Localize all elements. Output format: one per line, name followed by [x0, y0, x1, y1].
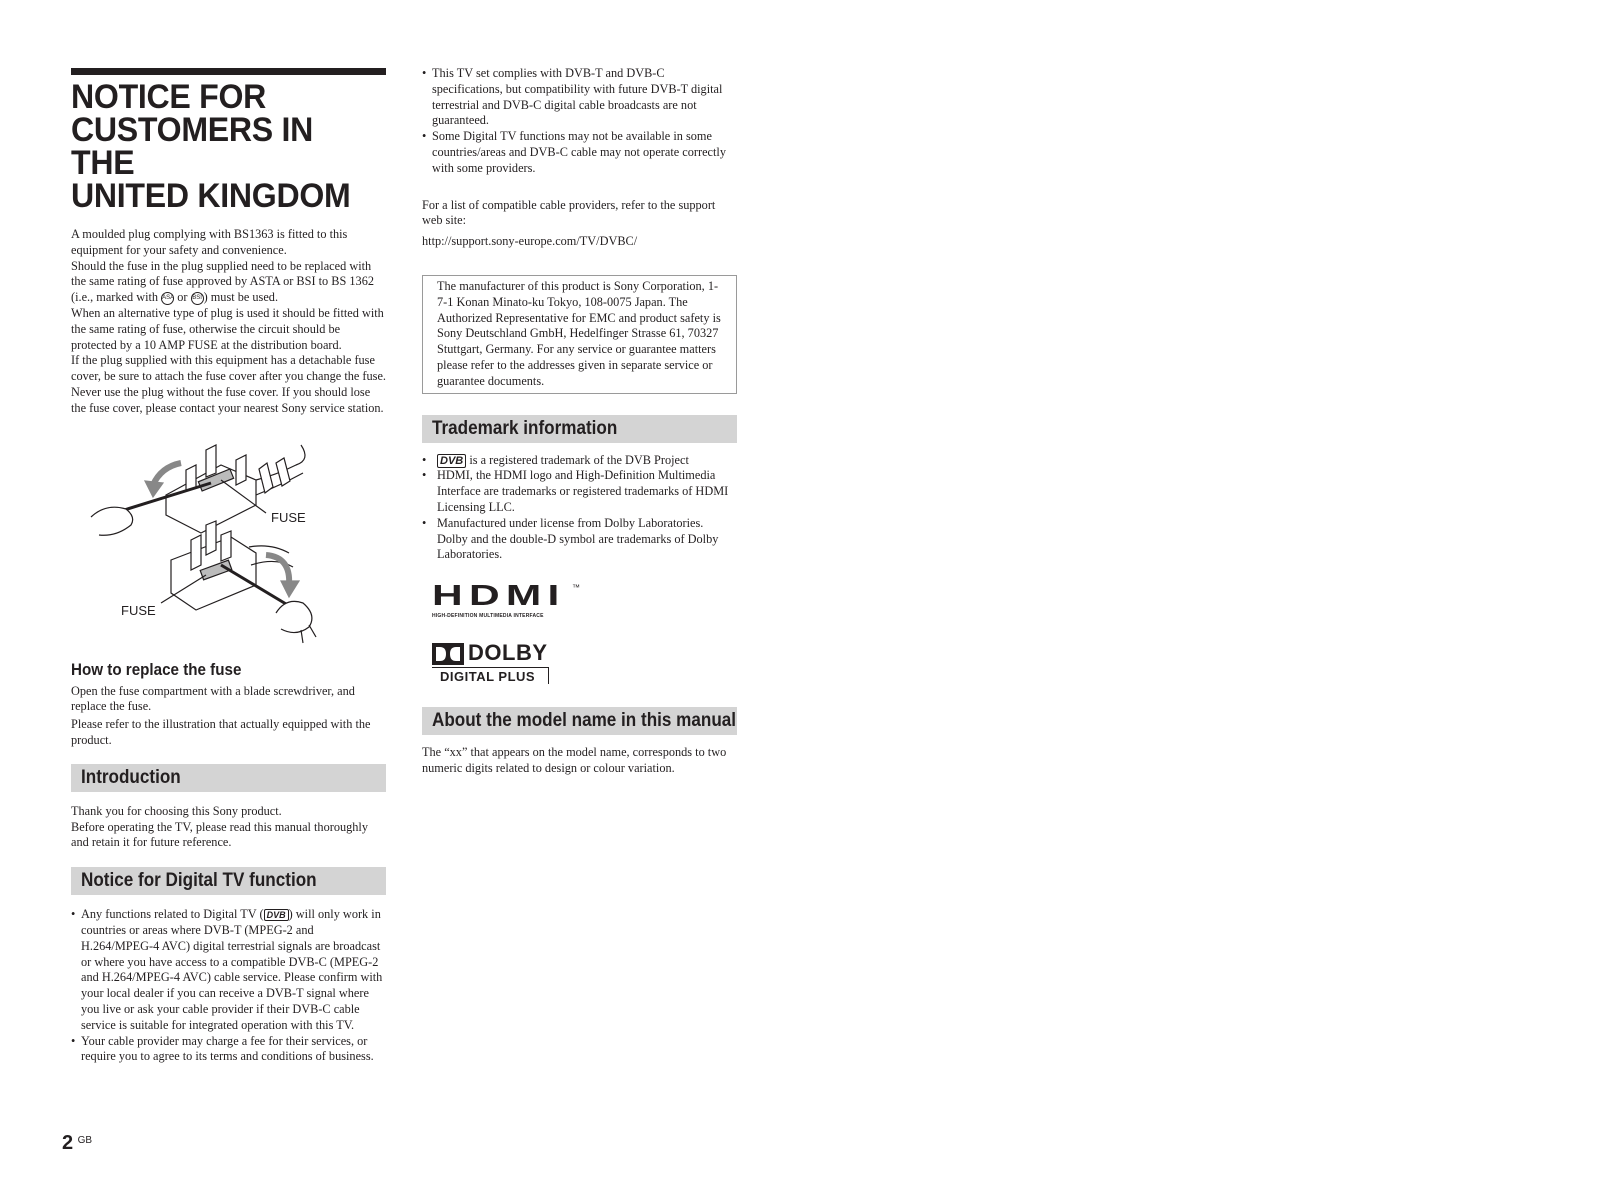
hdmi-logo-word: HDMI — [432, 579, 566, 613]
page-number-value: 2 — [62, 1132, 74, 1154]
paragraph: A moulded plug complying with BS1363 is fitted to this equipment for your safety and convenience. — [71, 227, 348, 257]
model-name-heading — [422, 707, 737, 735]
bsi-kitemark-icon: BSI — [191, 292, 204, 305]
fuse-label-top: FUSE — [271, 509, 306, 525]
heading-text: Trademark information — [432, 417, 618, 439]
list-item: • Some Digital TV functions may not be available in some countries/areas and DVB-C cable may not operate correctly with some providers. — [422, 129, 737, 176]
list-item: • Manufactured under license from Dolby Laboratories. Dolby and the double-D symbol are trademarks of Dolby Laboratories. — [422, 516, 737, 563]
introduction-text — [71, 804, 386, 851]
introduction-heading — [71, 764, 386, 792]
hdmi-logo — [432, 579, 582, 623]
paragraph: If the plug supplied with this equipment has a detachable fuse cover, be sure to attach the fuse cover after you change the fuse. Never use the plug without the fuse cover. If you should lose the fuse cover, please contact your nearest Sony service station. — [71, 353, 386, 415]
dolby-word: DOLBY — [468, 640, 548, 666]
dolby-logo — [432, 641, 562, 687]
plug-illustration-icon — [71, 425, 386, 657]
list-item-text: ) will only work in countries or areas where DVB-T (MPEG-2 and H.264/MPEG-4 AVC) digital terrestrial signals are broadcast or where you have access to a compatible DVB-C (MPEG-2 and H.264/MPEG-4 AVC) cable service. Please confirm with your local dealer if you can receive a DVB-T signal where you live or ask your cable provider if their DVB-C cable service is suitable for integrated operation with this TV. — [81, 907, 383, 1032]
list-item-text: is a registered trademark of the DVB Project — [469, 452, 689, 467]
page-title — [71, 78, 364, 215]
list-item — [71, 907, 386, 1033]
fuse-illustration — [71, 425, 386, 657]
title-line: UNITED KINGDOM — [71, 177, 351, 215]
title-line: CUSTOMERS IN THE — [71, 111, 314, 182]
asta-mark-icon: ASA — [161, 292, 174, 305]
trademark-list — [422, 453, 737, 564]
compliance-list — [422, 66, 737, 177]
uk-notice-text — [71, 227, 386, 417]
paragraph-text: Should the fuse in the plug supplied need to be replaced with the same rating of fuse approved by ASTA or BSI to BS 1362 (i.e., marked with — [71, 258, 374, 305]
paragraph — [71, 259, 386, 306]
paragraph: Open the fuse compartment with a blade screwdriver, and replace the fuse. — [71, 683, 355, 714]
manufacturer-box — [422, 275, 737, 394]
fuse-label-bottom: FUSE — [121, 602, 156, 618]
paragraph: Please refer to the illustration that actually equipped with the product. — [71, 717, 371, 747]
dvb-logo-icon: DVB — [437, 454, 466, 468]
trademark-heading — [422, 415, 737, 443]
paragraph-text: ) must be used. — [203, 290, 279, 305]
heading-text: About the model name in this manual — [432, 710, 737, 732]
dolby-sub-text: DIGITAL PLUS — [440, 669, 536, 685]
list-item: • Your cable provider may charge a fee for their services, or require you to agree to its terms and conditions of business. — [71, 1034, 386, 1066]
list-item — [422, 453, 737, 469]
paragraph-text: or — [177, 290, 188, 305]
digital-tv-heading — [71, 867, 386, 895]
support-url: http://support.sony-europe.com/TV/DVBC/ — [422, 234, 638, 249]
dvb-logo-icon: DVB — [264, 909, 289, 921]
paragraph: Before operating the TV, please read this manual thoroughly and retain it for future reference. — [71, 819, 368, 850]
list-item: • HDMI, the HDMI logo and High-Definition Multimedia Interface are trademarks or registered trademarks of HDMI Licensing LLC. — [422, 468, 737, 515]
list-item-text: Any functions related to Digital TV ( — [81, 907, 264, 922]
heading-text: Introduction — [81, 766, 181, 788]
hdmi-tm: ™ — [572, 583, 580, 593]
digital-tv-list — [71, 907, 386, 1065]
page-number — [62, 1132, 92, 1155]
heading-text: Notice for Digital TV function — [81, 870, 317, 892]
dolby-sub — [432, 667, 549, 684]
replace-fuse-heading: How to replace the fuse — [71, 660, 242, 679]
paragraph: Thank you for choosing this Sony product. — [71, 803, 282, 818]
dolby-double-d-icon — [432, 643, 464, 665]
providers-text: For a list of compatible cable providers, refer to the support web site: — [422, 197, 716, 228]
paragraph: When an alternative type of plug is used it should be fitted with the same rating of fuse, otherwise the circuit should be protected by a 10 AMP FUSE at the distribution board. — [71, 305, 384, 352]
title-rule — [71, 68, 386, 75]
model-name-text: The “xx” that appears on the model name, corresponds to two numeric digits related to design or colour variation. — [422, 745, 727, 775]
title-line: NOTICE FOR — [71, 78, 267, 116]
manufacturer-text: The manufacturer of this product is Sony Corporation, 1-7-1 Konan Minato-ku Tokyo, 108-0075 Japan. The Authorized Representative for EMC and product safety is Sony Deutschland GmbH, Hedelfinger Strasse 61, 70327 Stuttgart, Germany. For any service or guarantee matters please refer to the addresses given in separate service or guarantee documents. — [437, 278, 721, 388]
left-column — [71, 68, 386, 1065]
right-column — [422, 66, 737, 777]
page-number-suffix: GB — [77, 1135, 93, 1146]
hdmi-logo-sub: HIGH-DEFINITION MULTIMEDIA INTERFACE — [432, 613, 544, 620]
list-item: • This TV set complies with DVB-T and DVB-C specifications, but compatibility with future DVB-T digital terrestrial and DVB-C digital cable broadcasts are not guaranteed. — [422, 66, 737, 129]
